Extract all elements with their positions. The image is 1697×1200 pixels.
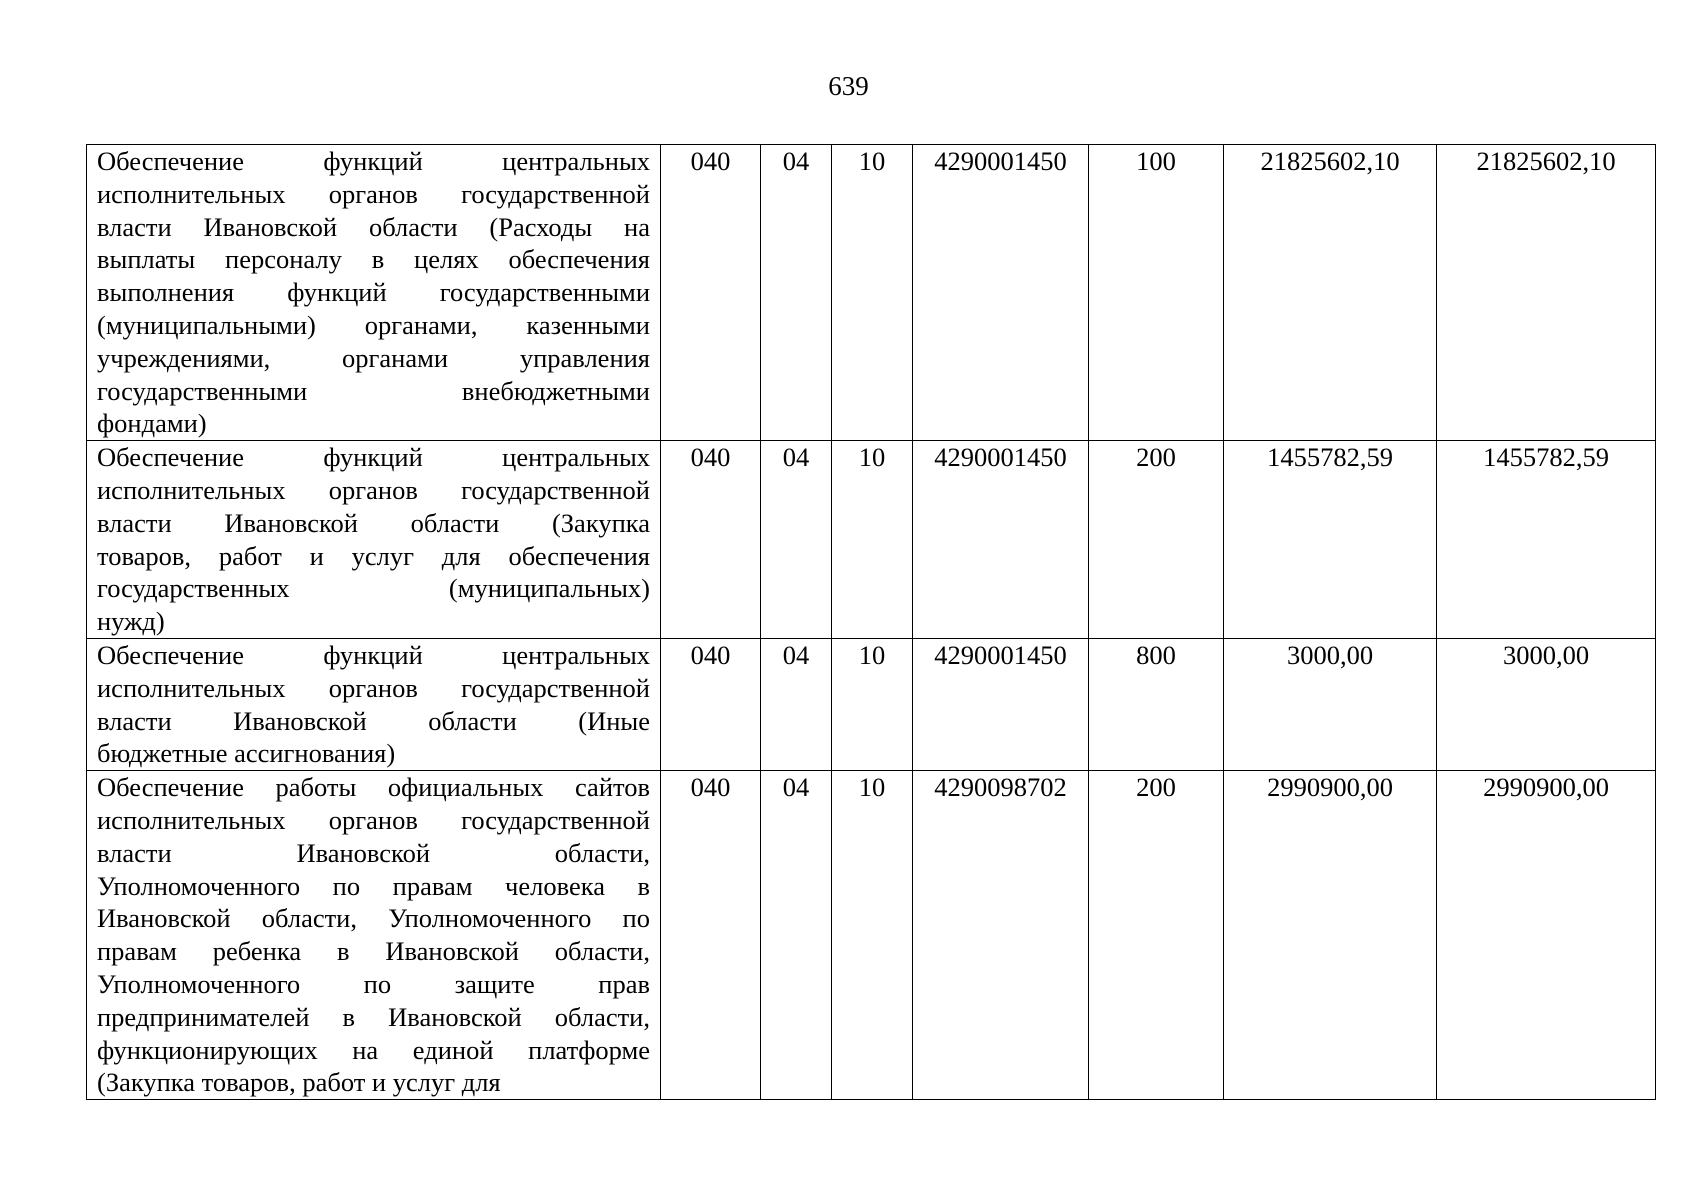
expense-type-cell: 200 <box>1089 441 1224 639</box>
ministry-code-cell: 040 <box>661 441 761 639</box>
description-line: государственными внебюджетными <box>97 375 650 406</box>
description-line: исполнительных органов государственной <box>97 804 650 835</box>
description-cell <box>87 638 661 770</box>
target-article-cell: 4290001450 <box>913 441 1089 639</box>
amount-cell: 2990900,00 <box>1224 771 1437 1100</box>
description-line: Ивановской области, Уполномоченного по <box>97 903 650 934</box>
description-cell <box>87 441 661 639</box>
description-line: исполнительных органов государственной <box>97 474 650 505</box>
description-line: Обеспечение функций центральных <box>97 639 650 670</box>
description-line: бюджетные ассигнования) <box>97 738 396 769</box>
expense-type-cell: 800 <box>1089 638 1224 770</box>
subsection-code-cell: 10 <box>832 145 913 441</box>
table-row <box>87 145 1656 441</box>
description-line: исполнительных органов государственной <box>97 672 650 703</box>
description-line: Обеспечение функций центральных <box>97 442 650 473</box>
section-code-cell: 04 <box>761 638 832 770</box>
budget-table <box>86 144 1656 1100</box>
table-row <box>87 441 1656 639</box>
section-code-cell: 04 <box>761 441 832 639</box>
description-line: товаров, работ и услуг для обеспечения <box>97 540 650 571</box>
target-article-cell: 4290098702 <box>913 771 1089 1100</box>
target-article-cell: 4290001450 <box>913 145 1089 441</box>
description-line: выполнения функций государственными <box>97 277 650 308</box>
description-line: Уполномоченного по защите прав <box>97 968 650 999</box>
description-cell <box>87 771 661 1100</box>
description-line: выплаты персоналу в целях обеспечения <box>97 244 650 275</box>
description-line: Обеспечение функций центральных <box>97 146 650 176</box>
description-line: государственных (муниципальных) <box>97 573 650 604</box>
amount-cell: 21825602,10 <box>1224 145 1437 441</box>
amount-cell: 1455782,59 <box>1437 441 1656 639</box>
subsection-code-cell: 10 <box>832 771 913 1100</box>
description-line: власти Ивановской области (Расходы на <box>97 211 650 242</box>
section-code-cell: 04 <box>761 145 832 441</box>
amount-cell: 1455782,59 <box>1224 441 1437 639</box>
description-line: нужд) <box>97 606 165 637</box>
description-line: правам ребенка в Ивановской области, <box>97 936 650 967</box>
description-line: предпринимателей в Ивановской области, <box>97 1001 650 1032</box>
expense-type-cell: 200 <box>1089 771 1224 1100</box>
description-line: фондами) <box>97 408 207 439</box>
table-row <box>87 771 1656 1100</box>
ministry-code-cell: 040 <box>661 771 761 1100</box>
description-line: функционирующих на единой платформе <box>97 1034 650 1065</box>
subsection-code-cell: 10 <box>832 638 913 770</box>
section-code-cell: 04 <box>761 771 832 1100</box>
description-line: Уполномоченного по правам человека в <box>97 870 650 901</box>
target-article-cell: 4290001450 <box>913 638 1089 770</box>
amount-cell: 2990900,00 <box>1437 771 1656 1100</box>
amount-cell: 3000,00 <box>1437 638 1656 770</box>
amount-cell: 3000,00 <box>1224 638 1437 770</box>
description-line: власти Ивановской области, <box>97 837 650 868</box>
description-line: учреждениями, органами управления <box>97 342 650 373</box>
table-body <box>87 145 1656 1100</box>
description-cell <box>87 145 661 441</box>
description-line: (Закупка товаров, работ и услуг для <box>97 1067 501 1098</box>
table-row <box>87 638 1656 770</box>
subsection-code-cell: 10 <box>832 441 913 639</box>
ministry-code-cell: 040 <box>661 638 761 770</box>
description-line: (муниципальными) органами, казенными <box>97 309 650 340</box>
page-number: 639 <box>828 71 869 101</box>
description-line: власти Ивановской области (Иные <box>97 705 650 736</box>
description-line: Обеспечение работы официальных сайтов <box>97 772 650 803</box>
ministry-code-cell: 040 <box>661 145 761 441</box>
expense-type-cell: 100 <box>1089 145 1224 441</box>
description-line: исполнительных органов государственной <box>97 178 650 209</box>
amount-cell: 21825602,10 <box>1437 145 1656 441</box>
description-line: власти Ивановской области (Закупка <box>97 507 650 538</box>
